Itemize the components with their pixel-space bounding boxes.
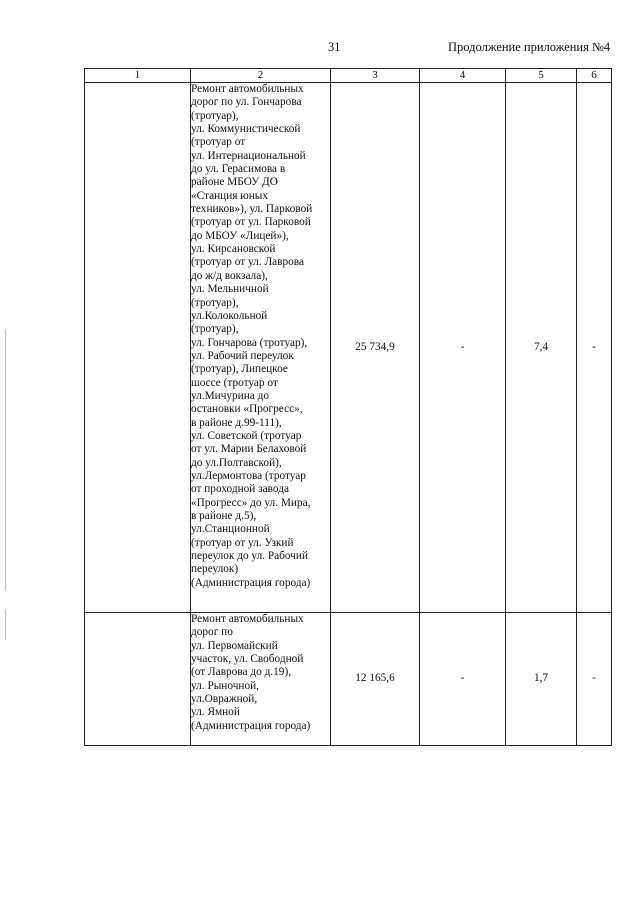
column-header-4: 4 [420,69,506,83]
column-5-cell: 7,4 [506,83,577,613]
scan-margin-mark [5,330,6,590]
column-header-1: 1 [85,69,191,83]
description-line: дорог по ул. Гончарова [191,96,302,109]
description-line: ул.Колокольной [191,309,268,322]
description-line: ул.Лермонтова (тротуар [191,469,306,482]
row-number-cell [85,83,191,613]
description-line: ул. Ямной [191,706,240,719]
description-line: ул. Мельничной [191,283,269,296]
description-line: (Администрация города) [191,576,311,589]
description-line: техников»), ул. Парковой [191,203,313,216]
appendix-table [84,68,612,746]
description-line: Ремонт автомобильных [191,613,304,625]
column-6-cell: - [577,613,612,746]
column-header-5: 5 [506,69,577,83]
description-line: до МБОУ «Лицей»), [191,229,289,242]
description-line: ул. Советской (тротуар [191,429,302,442]
description-line: ул. Кирсановской [191,243,276,256]
table-row [85,613,612,746]
description-line: (тротуар от ул. Узкий [191,536,294,549]
description-line: (тротуар), Липецкое [191,363,288,376]
description-line: дорог по [191,626,233,639]
column-4-cell: - [420,83,506,613]
description-line: в районе д.99-111), [191,416,282,429]
column-header-3: 3 [331,69,420,83]
description-line: от проходной завода [191,483,289,496]
description-line: «Станция юных [191,189,269,202]
amount-cell: 25 734,9 [331,83,420,613]
column-5-cell: 1,7 [506,613,577,746]
amount-cell: 12 165,6 [331,613,420,746]
description-line: (тротуар), [191,109,239,122]
description-line: остановки «Прогресс», [191,403,303,416]
description-line: участок, ул. Свободной [191,653,304,666]
column-header-6: 6 [577,69,612,83]
page-caption: Продолжение приложения №4 [448,40,611,54]
column-4-cell: - [420,613,506,746]
row-number-cell [85,613,191,746]
column-header-2: 2 [191,69,331,83]
page-number: 31 [328,40,341,54]
scan-margin-mark [5,610,6,640]
description-line: переулок до ул. Рабочий [191,550,309,563]
column-6-cell: - [577,83,612,613]
description-line: шоссе (тротуар от [191,376,278,389]
description-line: переулок) [191,563,239,576]
description-line: ул.Станционной [191,523,270,536]
description-line: до ул.Полтавской), [191,456,282,469]
description-line: (тротуар от ул. Парковой [191,216,311,229]
description-line: (от Лаврова до д.19), [191,666,292,679]
description-line: (Администрация города) [191,719,311,732]
description-line: ул. Рабочий переулок [191,349,294,362]
work-description-cell [191,83,331,613]
description-line: ул. Коммунистической [191,123,301,136]
description-line: ул.Овражной, [191,693,258,706]
description-line: «Прогресс» до ул. Мира, [191,496,311,509]
description-line: от ул. Марии Белаховой [191,443,307,456]
description-line: (тротуар), [191,323,239,336]
description-line: ул. Интернациональной [191,149,306,162]
column-number-row [85,69,612,83]
description-line: (тротуар от ул. Лаврова [191,256,304,269]
description-line: (тротуар от [191,136,246,149]
description-line: (тротуар), [191,296,239,309]
description-line: ул. Первомайский [191,639,278,652]
description-line: ул. Рыночной, [191,679,259,692]
description-line: Ремонт автомобильных [191,83,304,95]
description-line: до ул. Герасимова в [191,163,286,176]
work-description-cell [191,613,331,746]
description-line: в районе д.5), [191,510,257,522]
description-line: ул. Гончарова (тротуар), [191,336,308,349]
table-row [85,83,612,613]
description-line: районе МБОУ ДО [191,176,278,189]
description-line: ул.Мичурина до [191,389,270,402]
description-line: до ж/д вокзала), [191,269,268,282]
